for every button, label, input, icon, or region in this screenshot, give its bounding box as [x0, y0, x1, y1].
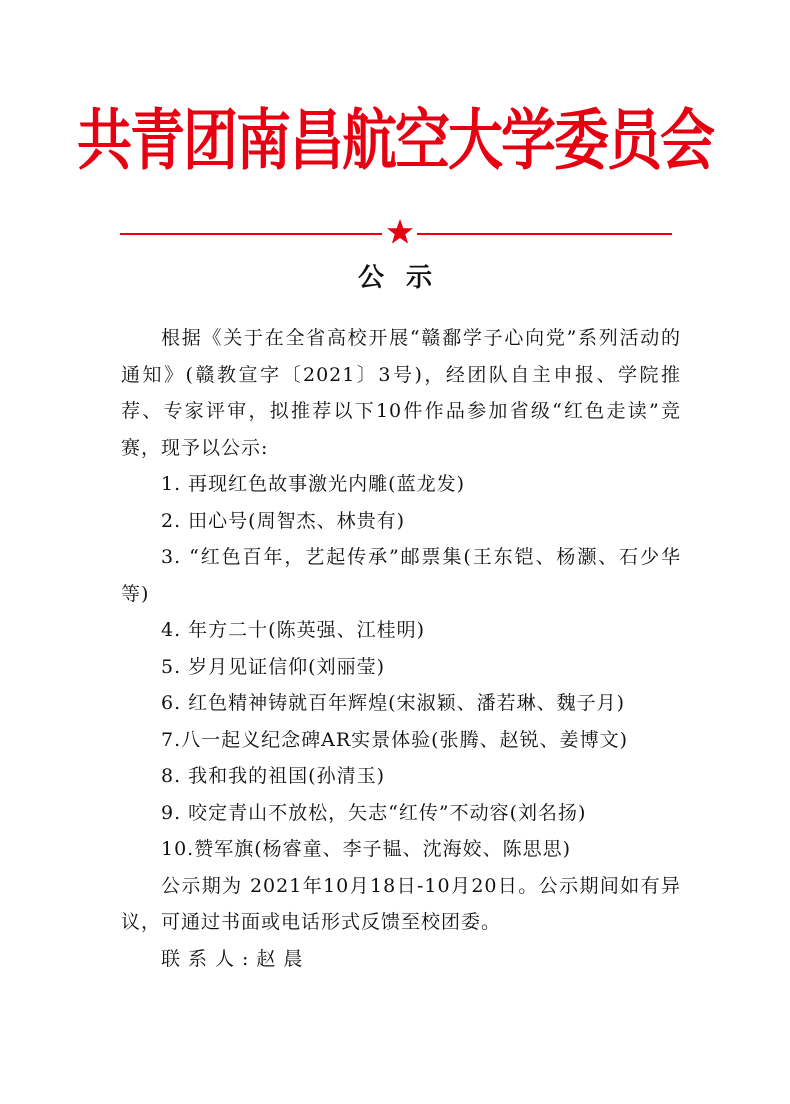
list-item: 7.八一起义纪念碑AR实景体验(张腾、赵锐、姜博文) [161, 728, 628, 751]
list-item: 8. 我和我的祖国(孙清玉) [161, 765, 385, 787]
list-item: 3. “红色百年，艺起传承”邮票集(王东铠、杨灏、石少华等) [121, 546, 681, 605]
divider-line-left [120, 233, 382, 235]
notice-body [121, 320, 681, 977]
list-item: 10.赞军旗(杨睿童、李子韫、沈海姣、陈思思) [161, 838, 572, 860]
contact-line: 联系人:赵晨 [161, 947, 311, 970]
organization-masthead: 共青团南昌航空大学委员会 [76, 101, 713, 179]
star-icon [385, 217, 415, 247]
divider-line-right [417, 233, 672, 235]
period-notice: 公示期为 2021年10月18日-10月20日。公示期间如有异议，可通过书面或电话形式反馈至校团委。 [121, 874, 681, 933]
list-item: 5. 岁月见证信仰(刘丽莹) [161, 655, 385, 678]
intro-paragraph: 根据《关于在全省高校开展“赣鄱学子心向党”系列活动的通知》(赣教宣字〔2021〕3号)，经团队自主申报、学院推荐、专家评审，拟推荐以下10件作品参加省级“红色走读”竞赛，现予以公示: [121, 327, 681, 459]
list-item: 2. 田心号(周智杰、林贵有) [161, 509, 405, 532]
document-heading: 公示 [357, 263, 454, 293]
red-divider [120, 219, 672, 243]
list-item: 9. 咬定青山不放松，矢志“红传”不动容(刘名扬) [161, 801, 587, 824]
list-item: 4. 年方二十(陈英强、江桂明) [161, 619, 425, 641]
list-item: 1. 再现红色故事激光内雕(蓝龙发) [161, 473, 465, 495]
list-item: 6. 红色精神铸就百年辉煌(宋淑颖、潘若琳、魏子月) [161, 692, 625, 714]
